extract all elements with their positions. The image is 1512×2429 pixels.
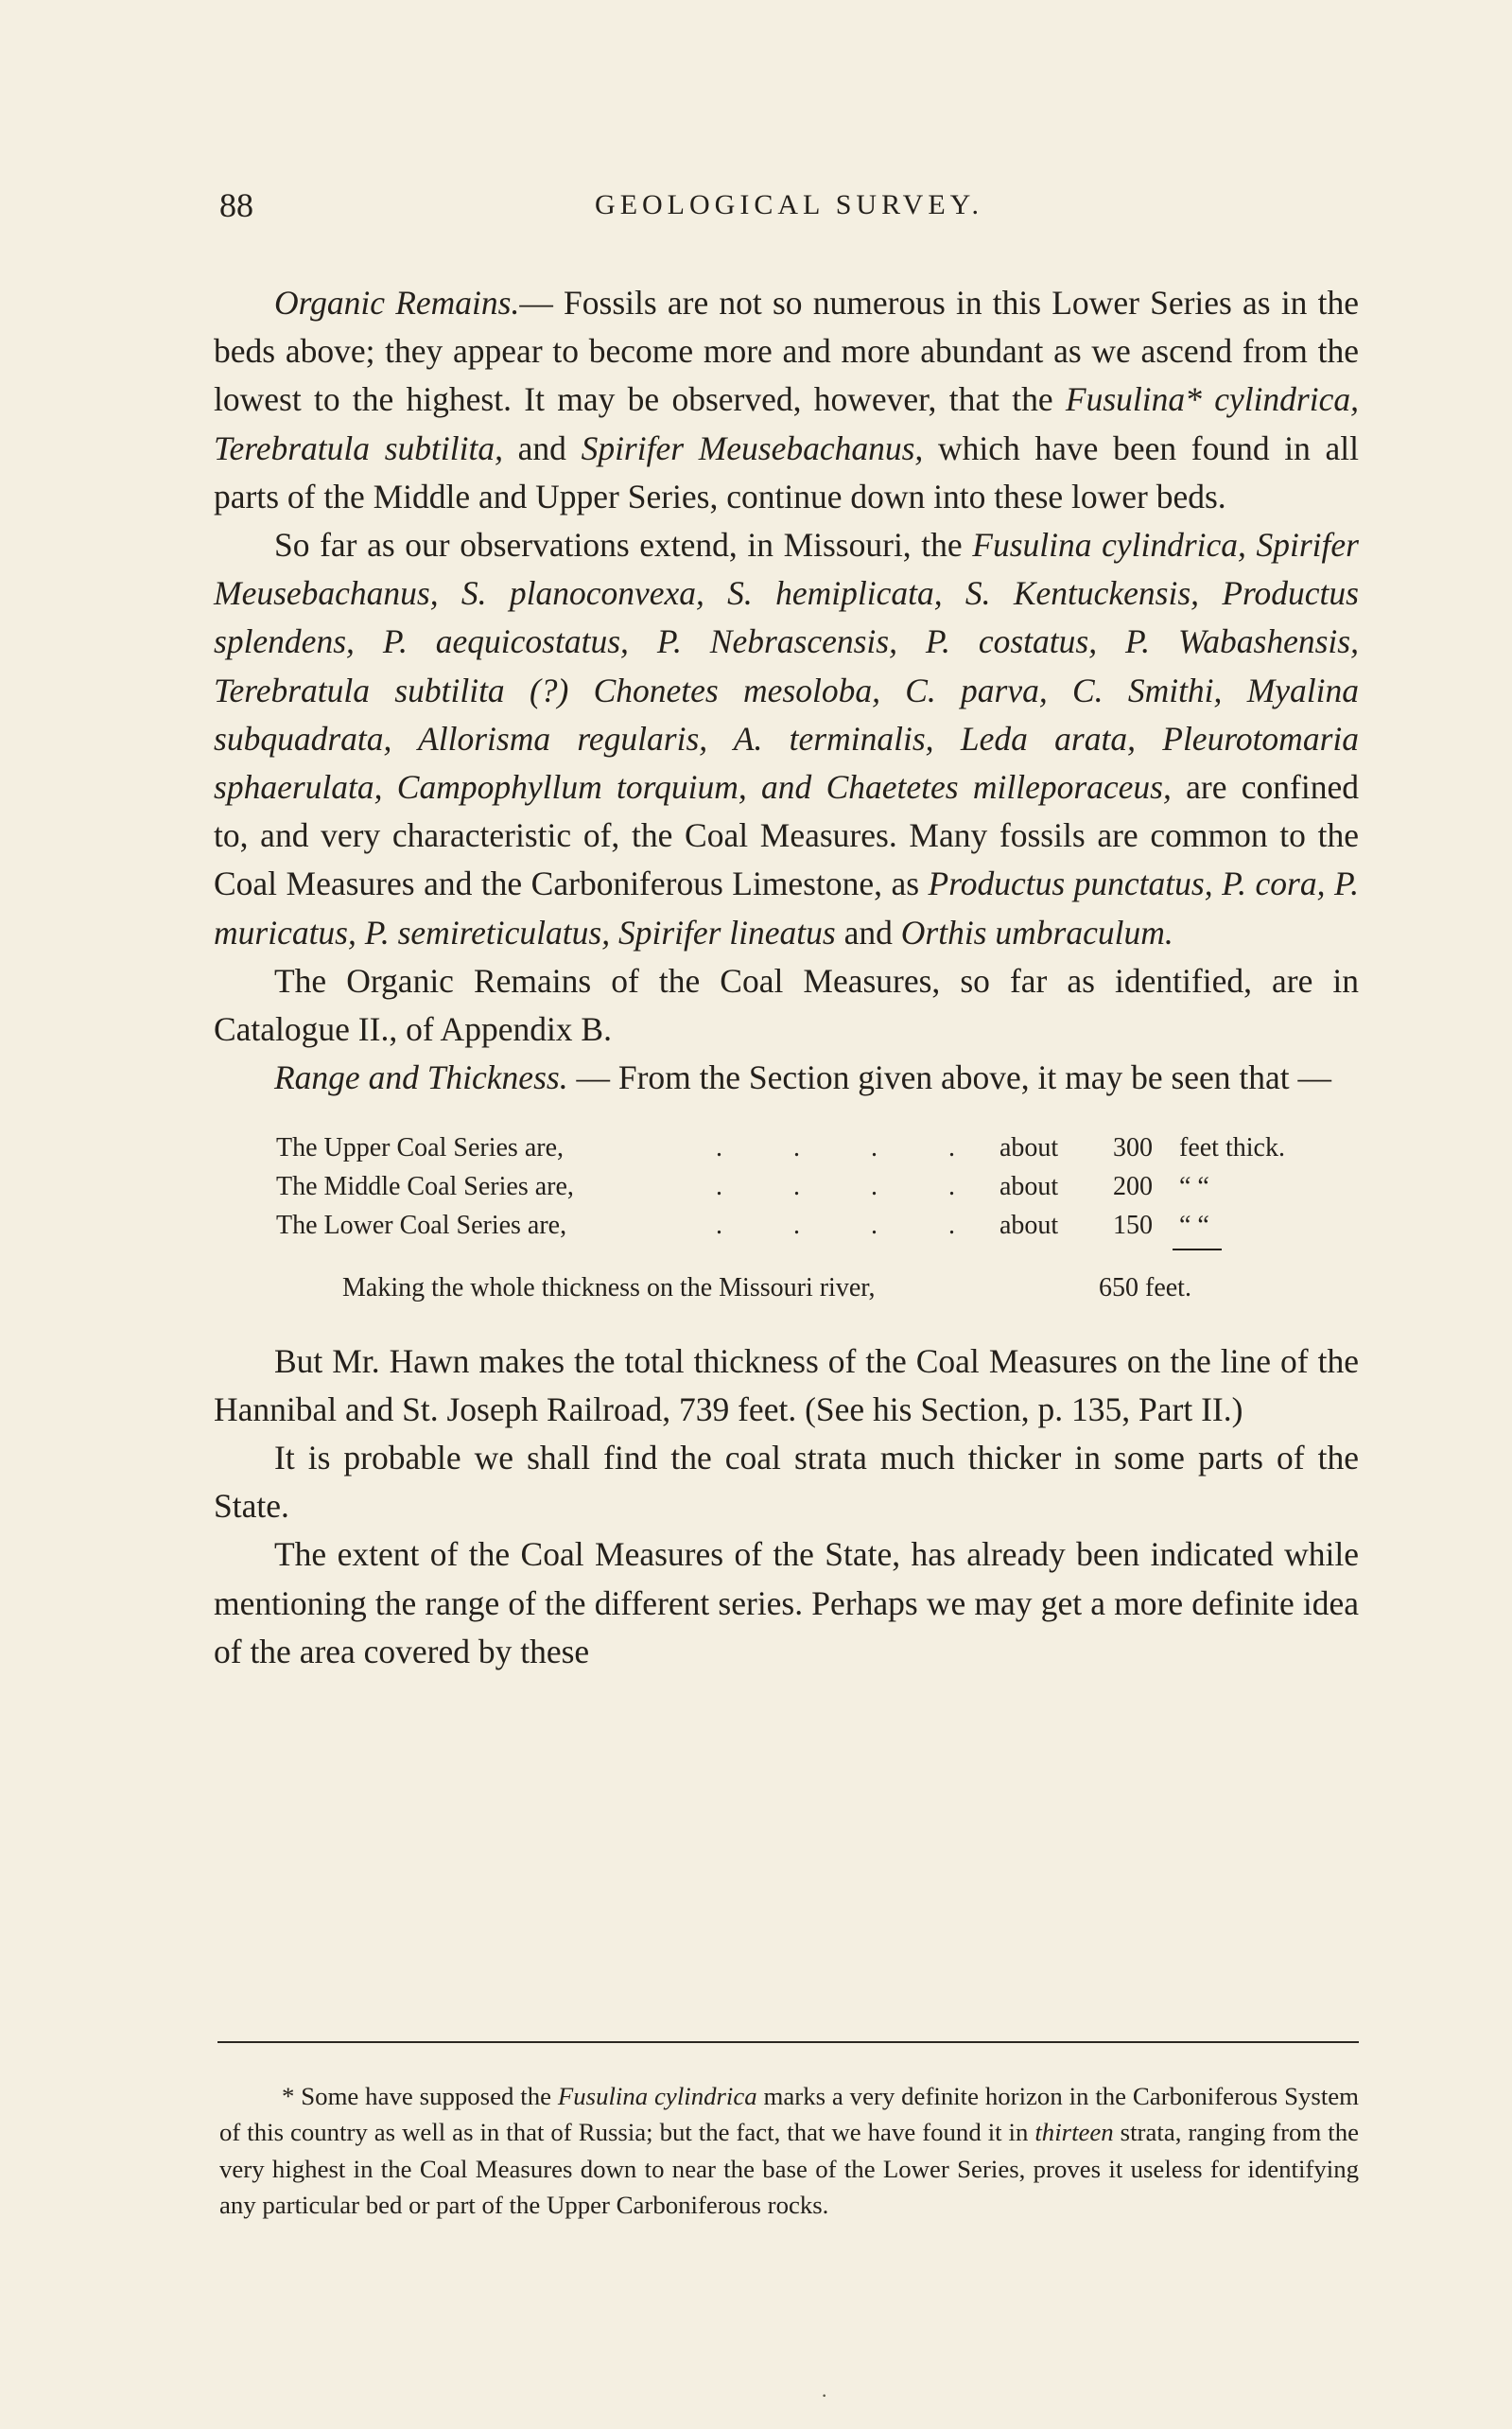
paragraph-missouri-fossils: So far as our observations extend, in Missouri, the Fusulina cylindrica, Spirifer Meusebachanus, S. planoconvexa, S. hemiplicata, S. Kentuckensis, Productus splendens, P. aequicostatus, P. Nebrascensis, P. costatus, P. Wabashensis, Terebratula subtilita (?) Chonetes mesoloba, C. parva, C. Smithi, Myalina subquadrata, Allorisma regularis, A. terminalis, Leda arata, Pleurotomaria sphaerulata, Campophyllum torquium, and Chaetetes milleporaceus, are confined to, and very characteristic of, the Coal Measures. Many fossils are common to the Coal Measures and the Carboniferous Limestone, as Productus punctatus, P. cora, P. muricatus, P. semireticulatus, Spirifer lineatus and Orthis umbraculum. xyxy=(214,526,1359,952)
paragraph-probable: It is probable we shall find the coal strata much thicker in some parts of the State. xyxy=(214,1439,1359,1526)
paragraph-extent: The extent of the Coal Measures of the State, has already been indicated while mentioning the range of the different series. Perhaps we may get a more definite idea of the area covered by these xyxy=(214,1535,1359,1670)
table-row: The Lower Coal Series are, . . . . about 150 “ “ xyxy=(276,1211,1209,1241)
paragraph-organic-remains: Organic Remains.— Fossils are not so numerous in this Lower Series as in the beds above; they appear to become more and more abundant as we ascend from the lowest to the highest. It may be observed, however, that the Fusulina* cylindrica, Terebratula subtilita, and Spirifer Meusebachanus, which have been found in all parts of the Middle and Upper Series, continue down into these lower beds. xyxy=(214,284,1360,516)
thickness-table xyxy=(276,1128,1359,1250)
paragraph-hawn: But Mr. Hawn makes the total thickness of the Coal Measures on the line of the Hannibal and St. Joseph Railroad, 739 feet. (See his Section, p. 135, Part II.) xyxy=(214,1341,1359,1428)
page-number: 88 xyxy=(219,186,253,224)
print-mark: · xyxy=(821,2384,828,2407)
page-header xyxy=(219,185,1359,233)
table-row: The Upper Coal Series are, . . . . about 300 feet thick. xyxy=(276,1133,1285,1163)
footnote: * Some have supposed the Fusulina cylindrica marks a very definite horizon in the Carboniferous System of this country as well as in that of Russia; but the fact, that we have found it in thirteen strata, ranging from the very highest in the Coal Measures down to near the base of the Lower Series, proves it useless for identifying any particular bed or part of the Upper Carboniferous rocks. xyxy=(219,2082,1360,2219)
section-heading-range-thickness: Range and Thickness. xyxy=(274,1058,568,1097)
running-head: GEOLOGICAL SURVEY. xyxy=(595,189,983,220)
section-heading-organic-remains: Organic Remains. xyxy=(274,284,520,322)
footnote-divider xyxy=(217,2041,1359,2043)
sum-rule xyxy=(1173,1249,1222,1250)
table-row: The Middle Coal Series are, . . . . about 200 “ “ xyxy=(276,1172,1209,1202)
paragraph-range-thickness: Range and Thickness. — From the Section given above, it may be seen that — xyxy=(274,1058,1332,1097)
paragraph-catalogue: The Organic Remains of the Coal Measures, so far as identified, are in Catalogue II., of Appendix B. xyxy=(214,961,1359,1049)
thickness-total: Making the whole thickness on the Missouri river, 650 feet. xyxy=(342,1273,1191,1303)
body-text xyxy=(214,279,1359,1676)
